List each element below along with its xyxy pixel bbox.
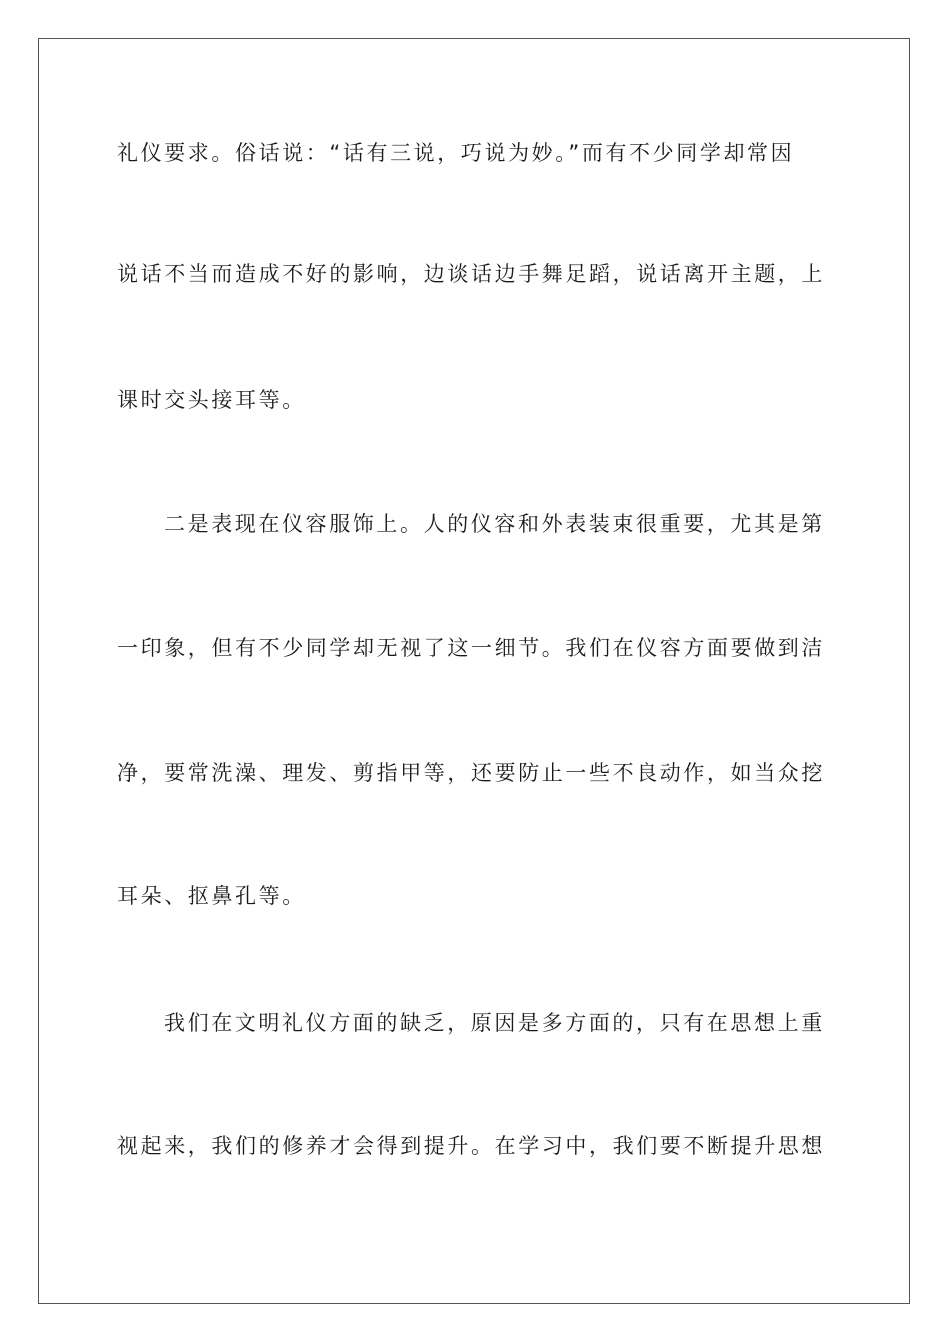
text-line: 视起来，我们的修养才会得到提升。在学习中，我们要不断提升思想 [117,1134,825,1158]
text-line: 耳朵、抠鼻孔等。 [117,884,306,908]
text-line: 礼仪要求。俗话说：“话有三说，巧说为妙。”而有不少同学却常因 [117,141,795,165]
text-line: 说话不当而造成不好的影响，边谈话边手舞足蹈，说话离开主题，上 [117,262,825,286]
paragraph-start-line: 我们在文明礼仪方面的缺乏，原因是多方面的，只有在思想上重 [164,1011,825,1035]
text-line: 一印象，但有不少同学却无视了这一细节。我们在仪容方面要做到洁 [117,636,825,660]
text-line: 课时交头接耳等。 [117,388,306,412]
paragraph-start-line: 二是表现在仪容服饰上。人的仪容和外表装束很重要，尤其是第 [164,512,825,536]
page-border [38,38,910,1304]
text-line: 净，要常洗澡、理发、剪指甲等，还要防止一些不良动作，如当众挖 [117,761,825,785]
